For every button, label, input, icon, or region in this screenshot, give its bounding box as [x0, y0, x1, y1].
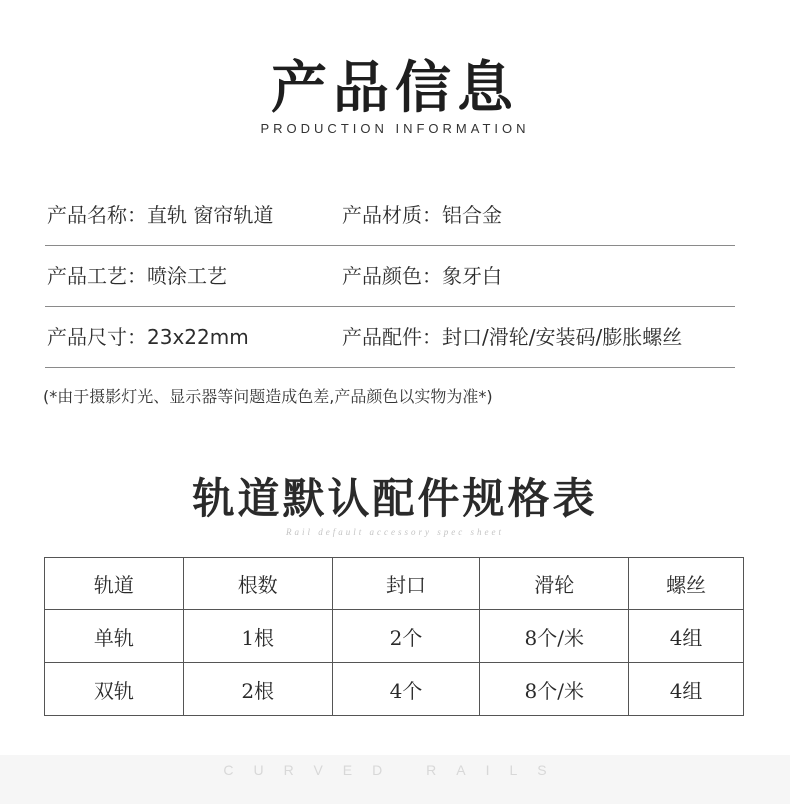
col-header-screw: 螺丝	[629, 558, 744, 610]
table-cell: 8个/米	[480, 610, 629, 663]
product-info-list	[45, 185, 735, 368]
color-disclaimer: (*由于摄影灯光、显示器等问题造成色差,产品颜色以实物为准*)	[43, 387, 493, 406]
page-title: 产品信息	[271, 56, 519, 121]
info-row	[45, 246, 735, 307]
table-cell: 4个	[332, 663, 480, 716]
product-size: 产品尺寸：23x22mm	[47, 325, 249, 349]
col-header-rail: 轨道	[45, 558, 184, 610]
col-header-count: 根数	[183, 558, 332, 610]
table-cell: 双轨	[45, 663, 184, 716]
table-row	[45, 610, 744, 663]
col-header-endcap: 封口	[332, 558, 480, 610]
product-name: 产品名称：直轨 窗帘轨道	[47, 203, 274, 227]
table-cell: 4组	[629, 610, 744, 663]
spec-title: 轨道默认配件规格表	[192, 474, 598, 523]
spec-subtitle: Rail default accessory spec sheet	[286, 527, 504, 537]
info-row	[45, 307, 735, 368]
page-subtitle: PRODUCTION INFORMATION	[260, 121, 530, 136]
product-accessories: 产品配件：封口/滑轮/安装码/膨胀螺丝	[342, 325, 683, 349]
info-row	[45, 185, 735, 246]
spec-table	[44, 557, 744, 716]
table-cell: 8个/米	[480, 663, 629, 716]
product-process: 产品工艺：喷涂工艺	[47, 264, 227, 288]
col-header-pulley: 滑轮	[480, 558, 629, 610]
table-cell: 2个	[332, 610, 480, 663]
table-cell: 1根	[183, 610, 332, 663]
footer-banner	[0, 755, 790, 804]
product-material: 产品材质：铝合金	[342, 203, 502, 227]
footer-text: CURVED RAILS	[223, 762, 567, 778]
table-cell: 4组	[629, 663, 744, 716]
table-header-row	[45, 558, 744, 610]
product-color: 产品颜色：象牙白	[342, 264, 502, 288]
table-cell: 单轨	[45, 610, 184, 663]
table-cell: 2根	[183, 663, 332, 716]
table-row	[45, 663, 744, 716]
